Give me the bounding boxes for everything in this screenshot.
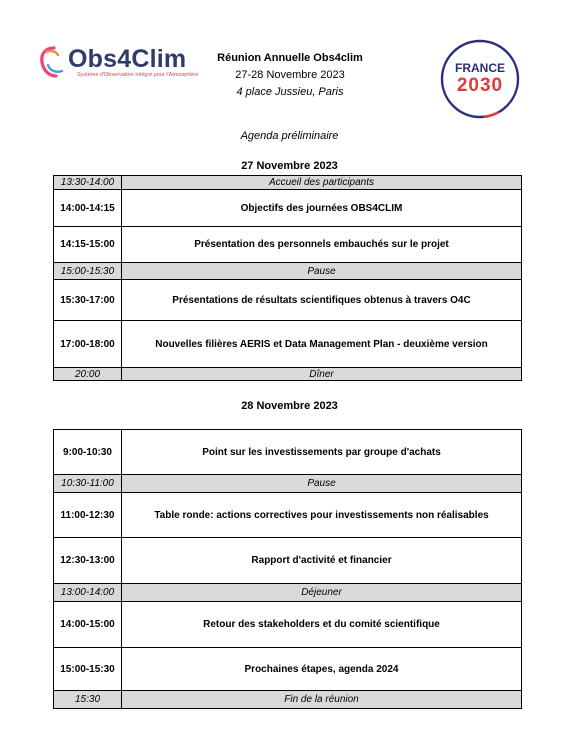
day2-schedule-table: [53, 429, 522, 709]
day2-title: 28 Novembre 2023: [241, 400, 338, 412]
time-cell: 10:30-11:00: [54, 475, 122, 493]
france-2030-logo: [436, 39, 524, 119]
activity-cell: Présentation des personnels embauchés sur le projet: [122, 227, 522, 263]
table-row: [54, 475, 522, 493]
table-row: [54, 263, 522, 280]
day1-schedule-table: [53, 175, 522, 381]
table-row: [54, 321, 522, 368]
time-cell: 15:30: [54, 691, 122, 709]
logo-name: Obs4Clim: [68, 45, 187, 73]
table-row: [54, 430, 522, 475]
day1-title: 27 Novembre 2023: [241, 160, 338, 172]
agenda-title: Agenda préliminaire: [240, 130, 339, 142]
table-row: [54, 227, 522, 263]
activity-cell: Pause: [122, 263, 522, 280]
table-row: [54, 648, 522, 691]
activity-cell: Prochaines étapes, agenda 2024: [122, 648, 522, 691]
time-cell: 11:00-12:30: [54, 493, 122, 538]
time-cell: 14:00-15:00: [54, 602, 122, 648]
table-row: [54, 602, 522, 648]
time-cell: 15:00-15:30: [54, 263, 122, 280]
time-cell: 20:00: [54, 368, 122, 381]
time-cell: 15:00-15:30: [54, 648, 122, 691]
activity-cell: Pause: [122, 475, 522, 493]
table-row: [54, 368, 522, 381]
table-row: [54, 176, 522, 190]
activity-cell: Accueil des participants: [122, 176, 522, 190]
activity-cell: Déjeuner: [122, 584, 522, 602]
activity-cell: Présentations de résultats scientifiques obtenus à travers O4C: [122, 280, 522, 321]
year-label: 2030: [456, 75, 504, 96]
table-row: [54, 280, 522, 321]
france-label: FRANCE: [455, 61, 505, 75]
activity-cell: Point sur les investissements par groupe d'achats: [122, 430, 522, 475]
meeting-dates: 27-28 Novembre 2023: [235, 69, 345, 81]
time-cell: 14:00-14:15: [54, 190, 122, 227]
time-cell: 15:30-17:00: [54, 280, 122, 321]
table-row: [54, 538, 522, 584]
table-row: [54, 584, 522, 602]
meeting-header: [200, 50, 380, 101]
activity-cell: Nouvelles filières AERIS et Data Management Plan - deuxième version: [122, 321, 522, 368]
table-row: [54, 691, 522, 709]
activity-cell: Fin de la réunion: [122, 691, 522, 709]
time-cell: 13:30-14:00: [54, 176, 122, 190]
activity-cell: Table ronde: actions correctives pour investissements non réalisables: [122, 493, 522, 538]
activity-cell: Retour des stakeholders et du comité scientifique: [122, 602, 522, 648]
obs4clim-logo-icon: [40, 45, 70, 79]
time-cell: 17:00-18:00: [54, 321, 122, 368]
meeting-title: Réunion Annuelle Obs4clim: [217, 52, 363, 64]
obs4clim-logo: [40, 45, 210, 85]
logo-tagline: Système d'Observation Intégré pour l'Atmosphère: [77, 72, 199, 78]
activity-cell: Rapport d'activité et financier: [122, 538, 522, 584]
time-cell: 9:00-10:30: [54, 430, 122, 475]
table-row: [54, 190, 522, 227]
time-cell: 12:30-13:00: [54, 538, 122, 584]
table-row: [54, 493, 522, 538]
activity-cell: Objectifs des journées OBS4CLIM: [122, 190, 522, 227]
meeting-address: 4 place Jussieu, Paris: [236, 86, 344, 98]
time-cell: 14:15-15:00: [54, 227, 122, 263]
activity-cell: Dîner: [122, 368, 522, 381]
time-cell: 13:00-14:00: [54, 584, 122, 602]
